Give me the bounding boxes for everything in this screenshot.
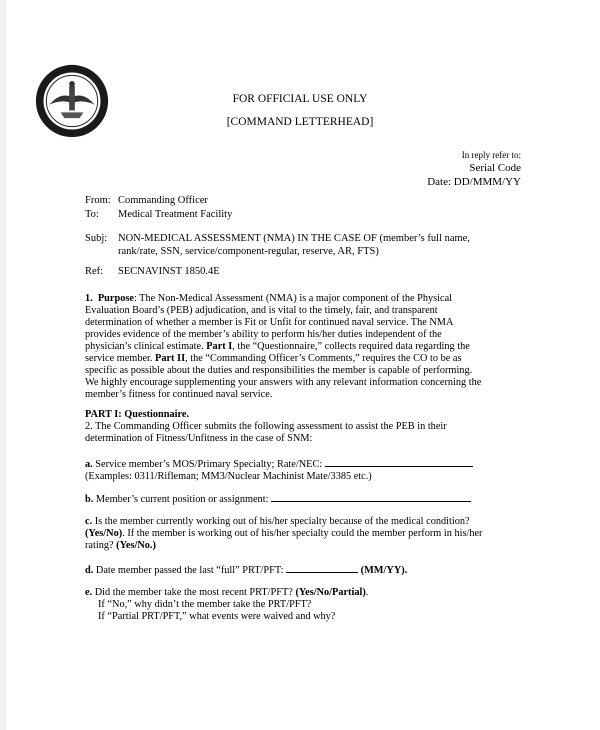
subj-text-2: rank/rate, SSN, service/component-regular, reserve, AR, FTS)	[118, 246, 379, 257]
question-b: b. Member’s current position or assignment:	[85, 492, 525, 506]
mos-answer-field[interactable]	[325, 457, 473, 467]
classification-header: FOR OFFICIAL USE ONLY	[232, 93, 368, 105]
reply-reference-block	[427, 150, 521, 189]
reference-line	[85, 266, 220, 278]
part-one-heading: PART I: Questionnaire.	[85, 409, 190, 420]
ref-label: Ref:	[85, 266, 104, 277]
purpose-paragraph: 1. Purpose: The Non-Medical Assessment (NMA) is a major component of the Physical Evaluation Board’s (PEB) adjudication, and is vital to the timely, fair, and transparent determination of whether a member is Fit or Unfit for continued naval service. The NMA provides evidence of the member’s ability to perform his/her duties independent of the physician’s clinical estimate. Part I, the “Questionnaire,” collects required data regarding the service member. Part II, the “Commanding Officer’s Comments,” requires the CO to be as specific as possible about the duties and responsibilities the member is capable of performing. We highly encourage supplementing your answers with any relevant information concerning the member’s fitness for continued naval service.	[85, 293, 482, 400]
reply-refer-label: In reply refer to:	[461, 150, 521, 160]
purpose-number: 1.	[85, 293, 93, 304]
purpose-heading: Purpose	[97, 293, 134, 304]
position-answer-field[interactable]	[271, 492, 471, 502]
from-value: Commanding Officer	[118, 195, 208, 206]
from-line	[85, 195, 208, 207]
question-d: d. Date member passed the last “full” PRT/PFT: (MM/YY).	[85, 565, 408, 576]
prt-date-field[interactable]	[286, 563, 358, 573]
to-line	[85, 209, 232, 221]
question-c: c. Is the member currently working out of his/her specialty because of the medical condition? (Yes/No). If the member is working out of his/her specialty could the member perform in his/her rating? (Yes/No.)	[85, 516, 483, 551]
from-label: From:	[85, 195, 111, 206]
part2-ref: Part II	[155, 353, 186, 364]
part1-ref: Part I	[206, 341, 233, 352]
subj-label: Subj:	[85, 233, 108, 244]
subject-line-2	[85, 246, 379, 258]
serial-code: Serial Code	[469, 162, 521, 174]
part-one-section: PART I: Questionnaire. 2. The Commanding Officer submits the following assessment to assist the PEB in their determination of Fitness/Unfitness in the case of SNM:	[85, 409, 447, 444]
to-label: To:	[85, 209, 99, 220]
date-field: Date: DD/MMM/YY	[427, 176, 521, 188]
subj-text-1: NON-MEDICAL ASSESSMENT (NMA) IN THE CASE OF (member’s full name,	[118, 233, 470, 244]
to-value: Medical Treatment Facility	[118, 209, 233, 220]
question-e: e. Did the member take the most recent PRT/PFT? (Yes/No/Partial). If “No,” why didn’t the member take the PRT/PFT? If “Partial PRT/PFT,” what events were waived and why?	[85, 587, 369, 622]
subject-line	[85, 233, 470, 245]
letterhead-placeholder: [COMMAND LETTERHEAD]	[226, 116, 374, 128]
question-a: a. Service member’s MOS/Primary Specialty; Rate/NEC: (Examples: 0311/Rifleman; MM3/Nuclear Machinist Mate/3385 etc.)	[85, 457, 525, 483]
ref-value: SECNAVINST 1850.4E	[118, 266, 220, 277]
